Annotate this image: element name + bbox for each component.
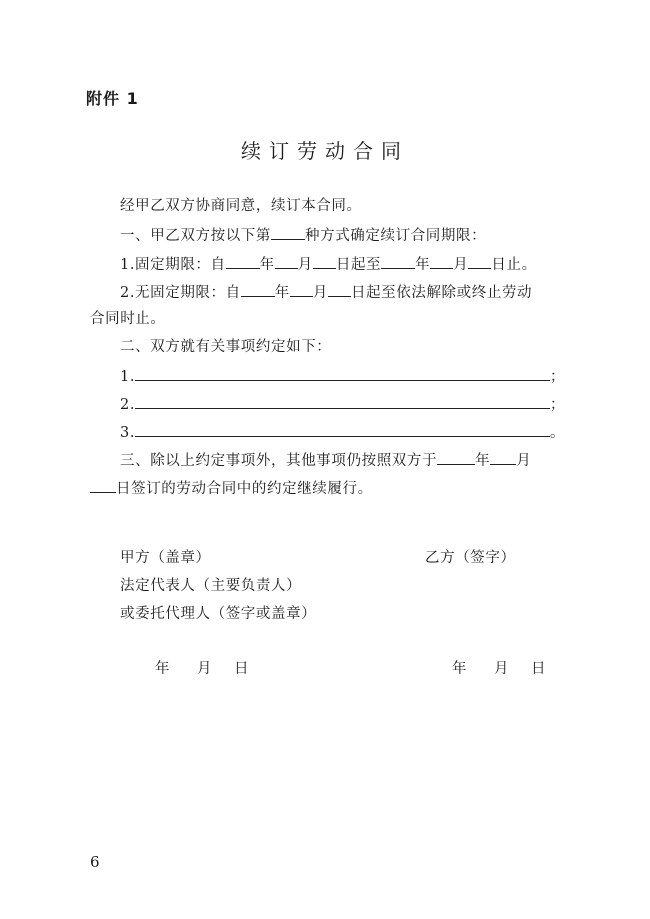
item-number: 3. bbox=[120, 425, 136, 441]
clause-3 bbox=[120, 449, 531, 471]
agreement-item bbox=[120, 393, 565, 415]
year-label: 年 bbox=[155, 661, 171, 677]
signed-month-blank[interactable] bbox=[490, 449, 516, 465]
attachment-label: 附件 1 bbox=[86, 89, 139, 108]
clause-1-prefix: 一、甲乙双方按以下第 bbox=[120, 228, 271, 244]
clause-1 bbox=[120, 224, 486, 246]
legal-representative: 法定代表人（主要负责人） bbox=[120, 578, 302, 594]
month-label: 月 bbox=[494, 661, 510, 677]
open-term-line bbox=[120, 281, 532, 303]
clause-1-suffix: 种方式确定续订合同期限： bbox=[305, 228, 487, 244]
open-start-day-blank[interactable] bbox=[328, 281, 351, 297]
item-end-mark: ； bbox=[550, 397, 566, 413]
item-3-blank[interactable] bbox=[135, 421, 550, 437]
clause-3-cont-text: 日签订的劳动合同中的约定继续履行。 bbox=[116, 481, 373, 497]
fixed-start-day-blank[interactable] bbox=[313, 253, 336, 269]
signed-year-blank[interactable] bbox=[437, 449, 475, 465]
open-term-prefix: 2.无固定期限：自 bbox=[120, 285, 241, 301]
authorized-agent: 或委托代理人（签字或盖章） bbox=[120, 606, 317, 622]
page-number: 6 bbox=[90, 853, 100, 871]
item-number: 2. bbox=[120, 397, 136, 413]
day-from-label: 日起至 bbox=[335, 257, 382, 273]
year-label: 年 bbox=[274, 285, 290, 301]
party-b-label: 乙方（签字） bbox=[425, 550, 516, 566]
month-label: 月 bbox=[197, 661, 213, 677]
day-label: 日 bbox=[531, 661, 547, 677]
party-b-date bbox=[452, 659, 546, 679]
fixed-start-month-blank[interactable] bbox=[275, 253, 298, 269]
fixed-term-prefix: 1.固定期限：自 bbox=[120, 257, 226, 273]
item-2-blank[interactable] bbox=[135, 393, 550, 409]
open-start-month-blank[interactable] bbox=[290, 281, 313, 297]
open-term-suffix: 日起至依法解除或终止劳动 bbox=[350, 285, 533, 301]
year-label: 年 bbox=[259, 257, 275, 273]
day-label: 日 bbox=[234, 661, 250, 677]
year-label: 年 bbox=[452, 661, 468, 677]
document-title: 续订劳动合同 bbox=[241, 139, 409, 163]
intro-text: 经甲乙双方协商同意，续订本合同。 bbox=[120, 198, 362, 214]
item-number: 1. bbox=[120, 369, 136, 385]
item-end-mark: ； bbox=[550, 369, 566, 385]
open-term-continuation: 合同时止。 bbox=[90, 311, 166, 327]
month-label: 月 bbox=[297, 257, 313, 273]
fixed-end-year-blank[interactable] bbox=[381, 253, 415, 269]
end-label: 日止。 bbox=[491, 257, 537, 273]
year-label: 年 bbox=[475, 453, 491, 469]
party-a-date bbox=[155, 659, 249, 679]
agreement-item bbox=[120, 365, 565, 387]
item-1-blank[interactable] bbox=[135, 365, 550, 381]
signed-day-blank[interactable] bbox=[90, 477, 116, 493]
clause-3-prefix: 三、除以上约定事项外，其他事项仍按照双方于 bbox=[120, 453, 438, 469]
open-start-year-blank[interactable] bbox=[241, 281, 275, 297]
item-end-mark: 。 bbox=[550, 425, 566, 441]
clause-3-continuation bbox=[90, 477, 373, 499]
month-label: 月 bbox=[453, 257, 469, 273]
clause-2: 二、双方就有关事项约定如下： bbox=[120, 339, 332, 355]
fixed-end-day-blank[interactable] bbox=[468, 253, 491, 269]
fixed-start-year-blank[interactable] bbox=[226, 253, 260, 269]
agreement-item bbox=[120, 421, 565, 443]
fixed-end-month-blank[interactable] bbox=[430, 253, 453, 269]
party-a-label: 甲方（盖章） bbox=[120, 550, 211, 566]
year-label: 年 bbox=[415, 257, 431, 273]
month-label: 月 bbox=[516, 453, 532, 469]
month-label: 月 bbox=[312, 285, 328, 301]
fixed-term-line bbox=[120, 253, 537, 275]
term-type-blank[interactable] bbox=[271, 224, 305, 240]
